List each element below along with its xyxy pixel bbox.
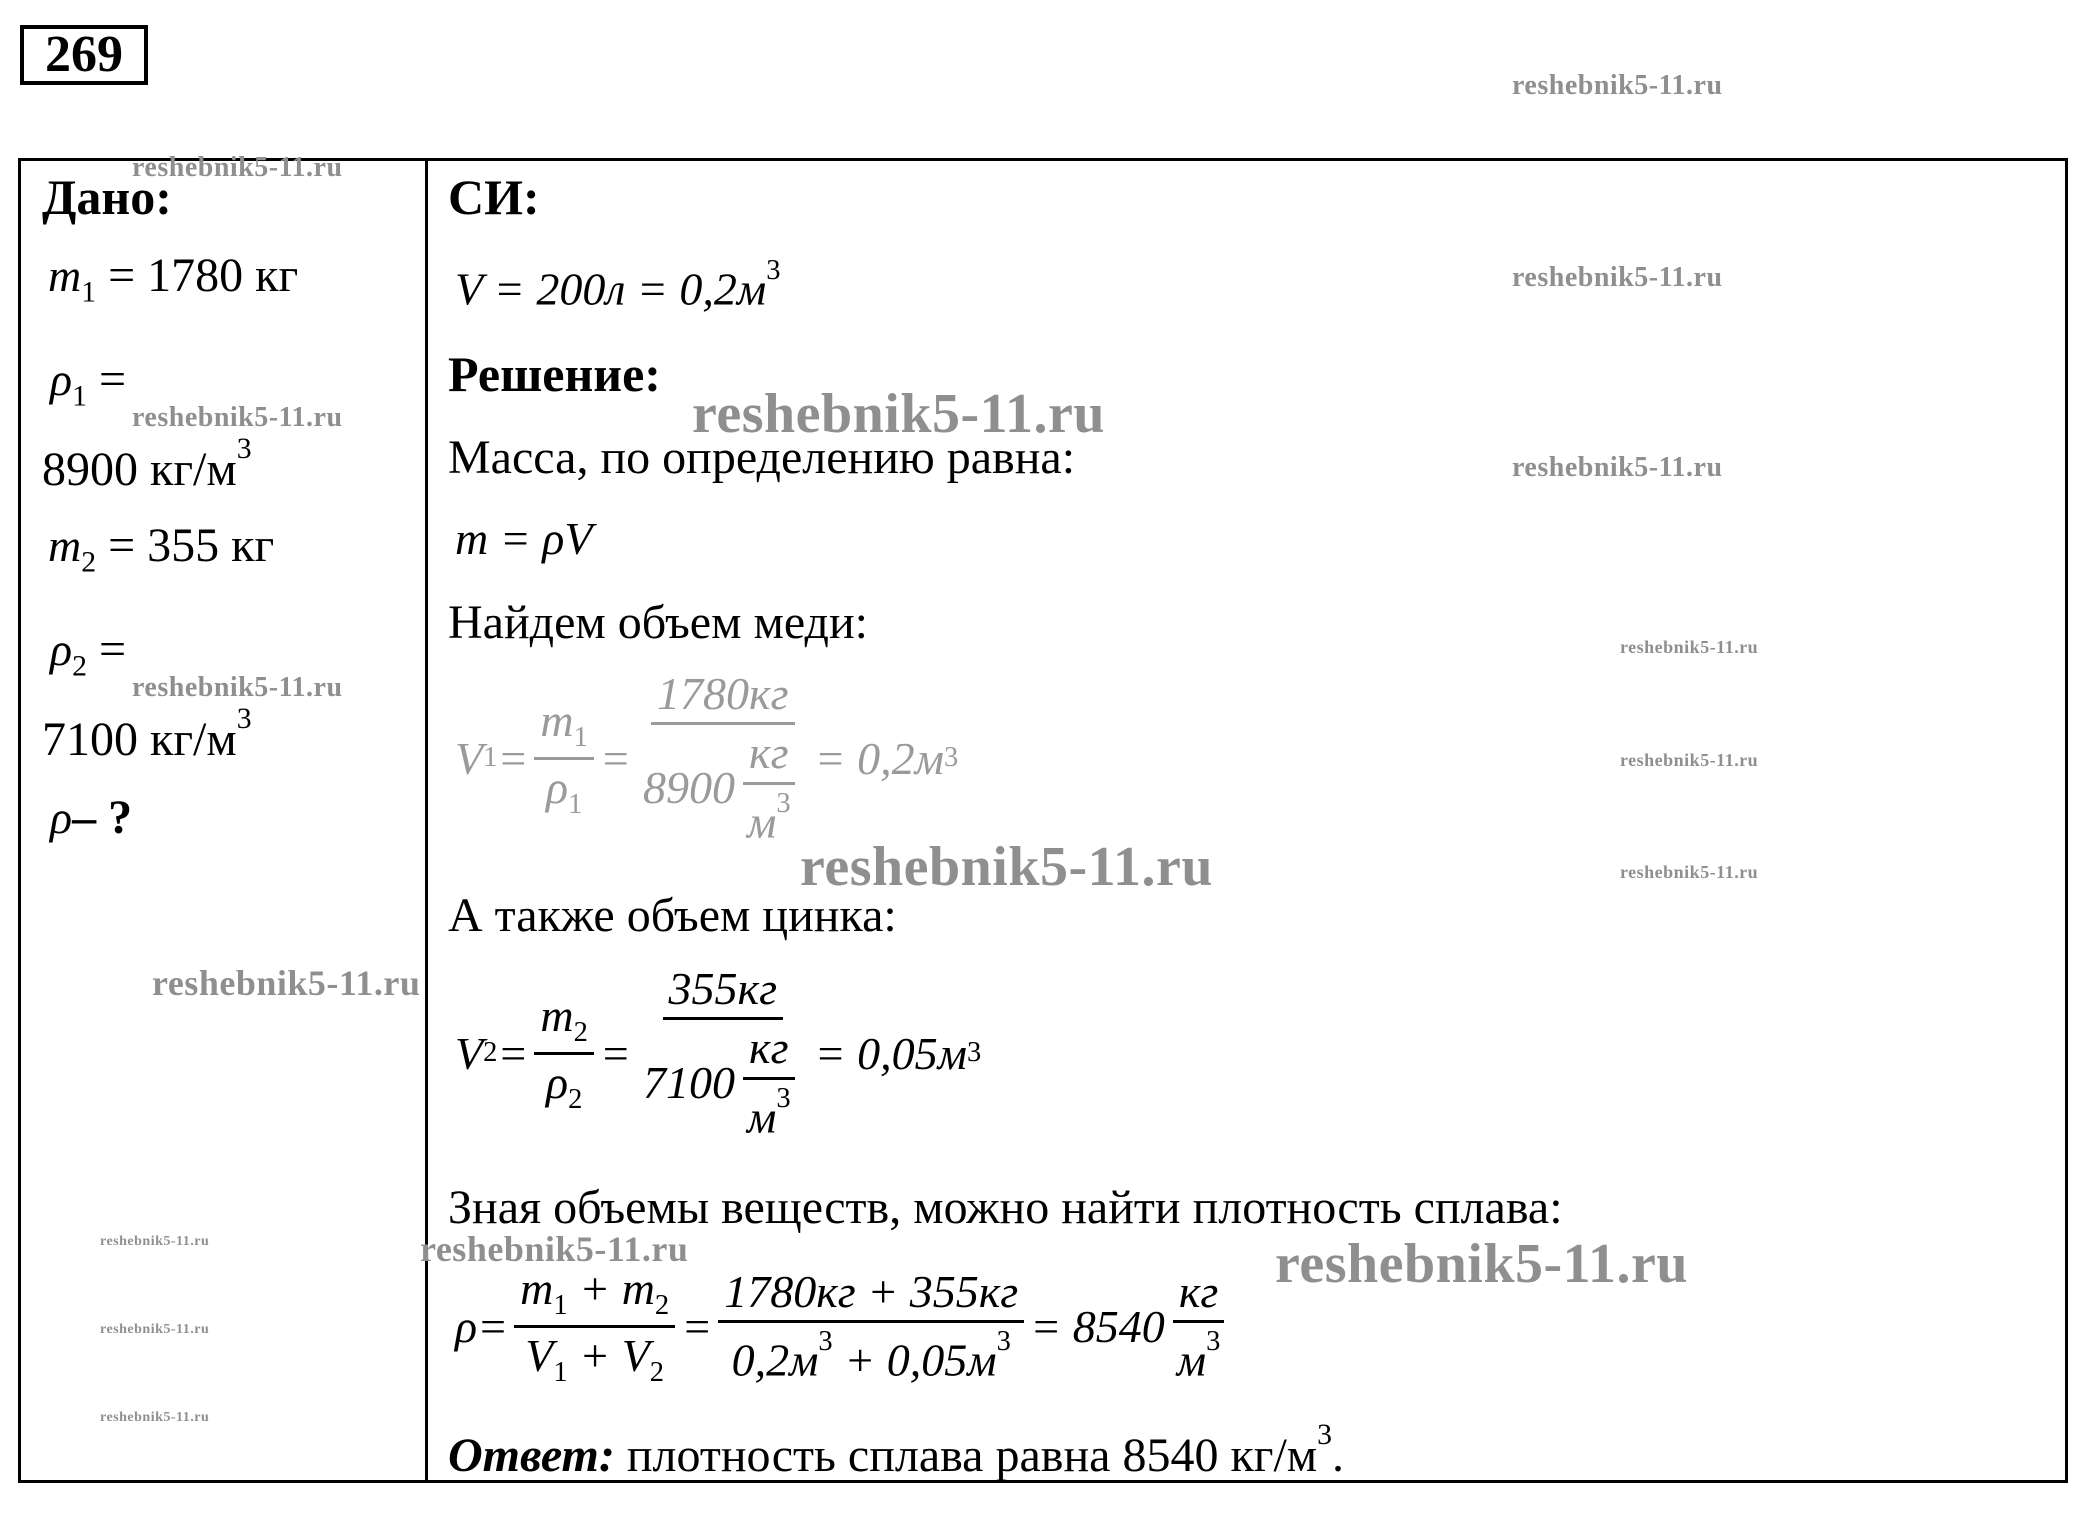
- watermark: reshebnik5-11.ru: [420, 1229, 689, 1269]
- v2-frac-symbolic: $\frac{m_2}{\rho_2}$: [534, 992, 594, 1115]
- watermark: reshebnik5-11.ru: [132, 402, 343, 433]
- watermark: reshebnik5-11.ru: [1620, 750, 1759, 770]
- watermark: reshebnik5-11.ru: [1512, 70, 1723, 101]
- solution-line-4: Зная объемы веществ, можно найти плотность сплава:: [448, 1181, 1563, 1234]
- watermark: reshebnik5-11.ru: [1275, 1233, 1689, 1295]
- watermark: reshebnik5-11.ru: [1512, 452, 1723, 483]
- given-rho2: $\rho_2$ =: [50, 623, 127, 683]
- watermark: reshebnik5-11.ru: [100, 1410, 210, 1425]
- watermark: reshebnik5-11.ru: [800, 836, 1214, 898]
- watermark: reshebnik5-11.ru: [132, 672, 343, 703]
- solution-header: Решение:: [448, 346, 661, 402]
- rho-unit-frac: $\frac{кг}{м^3}$: [1171, 1268, 1227, 1385]
- column-divider: [425, 158, 428, 1483]
- given-rho1: $\rho_1$ =: [50, 353, 127, 413]
- watermark: reshebnik5-11.ru: [152, 963, 421, 1003]
- watermark: reshebnik5-11.ru: [132, 152, 343, 183]
- watermark: reshebnik5-11.ru: [1620, 637, 1759, 657]
- solution-line-2: Найдем объем меди:: [448, 596, 868, 649]
- answer: Ответ: плотность сплава равна 8540 $кг/м^3$.: [448, 1418, 1345, 1482]
- watermark: reshebnik5-11.ru: [692, 383, 1106, 445]
- solution-line-3: А также объем цинка:: [448, 889, 897, 942]
- v2-frac-numeric: 355кг 7100 $\frac{кг}{м^3}$: [637, 965, 809, 1142]
- solution-line-1: Масса, по определению равна:: [448, 431, 1076, 484]
- given-rho2-value: 7100 $кг/м^3$: [42, 702, 252, 766]
- si-volume: $V = 200л = 0,2м^3$: [455, 255, 781, 315]
- formula-v1: V 1 = $\frac{m_1}{\rho_1}$ = 1780кг 8900 $\frac{кг}{м^3}$ = 0,2м 3: [455, 668, 959, 848]
- rho-frac-symbolic: $\frac{m_1 + m_2}{V_1 + V_2}$: [514, 1265, 675, 1388]
- given-m1: $m_1 = 1780$ кг: [48, 249, 299, 309]
- v1-frac-symbolic: $\frac{m_1}{\rho_1}$: [534, 697, 594, 820]
- watermark: reshebnik5-11.ru: [100, 1322, 210, 1337]
- v1-frac-numeric: 1780кг 8900 $\frac{кг}{м^3}$: [637, 670, 809, 847]
- formula-rho: ρ = $\frac{m_1 + m_2}{V_1 + V_2}$ = $\frac{1780кг + 355кг}{0,2м^3 + 0,05м^3}$ = 8540 $\frac{кг}{м^3}$: [455, 1265, 1232, 1388]
- given-rho1-value: 8900 $кг/м^3$: [42, 432, 252, 496]
- formula-v2: V 2 = $\frac{m_2}{\rho_2}$ = 355кг 7100 $\frac{кг}{м^3}$ = 0,05м 3: [455, 963, 982, 1143]
- given-find: ρ– ?: [50, 791, 133, 844]
- rho-frac-numeric: $\frac{1780кг + 355кг}{0,2м^3 + 0,05м^3}$: [718, 1268, 1024, 1385]
- watermark: reshebnik5-11.ru: [100, 1234, 210, 1249]
- answer-label: Ответ:: [448, 1428, 615, 1482]
- si-header: СИ:: [448, 169, 540, 225]
- watermark: reshebnik5-11.ru: [1620, 862, 1759, 882]
- given-header: Дано:: [42, 169, 172, 225]
- formula-mass: m = ρV: [455, 513, 593, 564]
- given-m2: $m_2 = 355$ кг: [48, 519, 275, 579]
- problem-number: 269: [20, 25, 148, 85]
- watermark: reshebnik5-11.ru: [1512, 262, 1723, 293]
